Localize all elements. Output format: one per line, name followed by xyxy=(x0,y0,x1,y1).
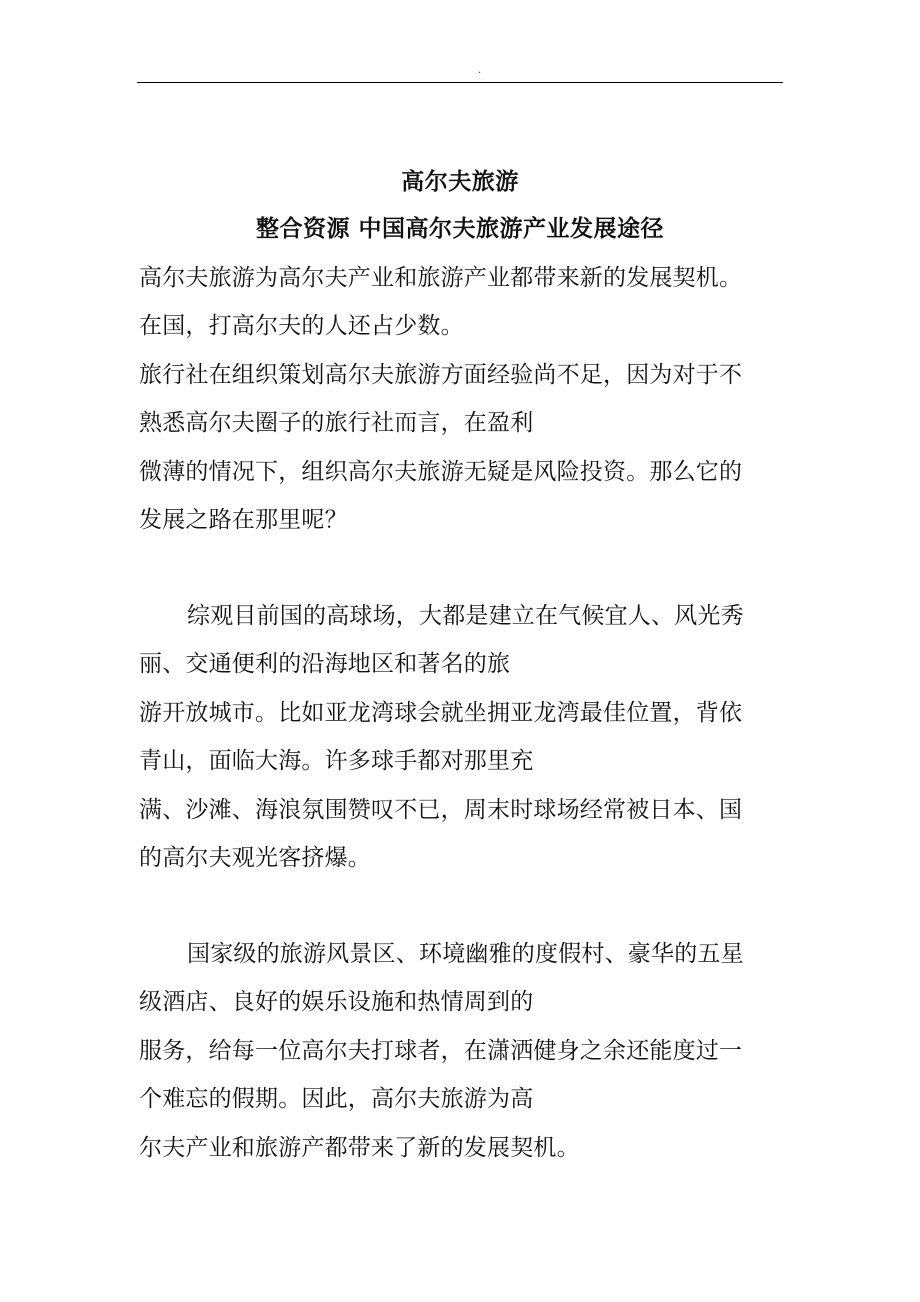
text-line: 满、沙滩、海浪氛围赞叹不已，周末时球场经常被日本、国 xyxy=(139,797,743,823)
text-line: 高尔夫旅游为高尔夫产业和旅游产业都带来新的发展契机。 xyxy=(139,265,743,291)
text-line: 旅行社在组织策划高尔夫旅游方面经验尚不足，因为对于不 xyxy=(139,362,743,388)
header-mark: . xyxy=(478,65,482,76)
text-line: 个难忘的假期。因此，高尔夫旅游为高 xyxy=(139,1086,534,1112)
text-line: 服务，给每一位高尔夫打球者，在潇洒健身之余还能度过一 xyxy=(139,1038,743,1064)
text-line: 发展之路在那里呢？ xyxy=(139,507,348,533)
document-title: 高尔夫旅游 xyxy=(401,168,519,195)
text-line: 级酒店、良好的娱乐设施和热情周到的 xyxy=(139,989,534,1015)
text-line: 微薄的情况下，组织高尔夫旅游无疑是风险投资。那么它的 xyxy=(139,459,743,485)
text-line: 游开放城市。比如亚龙湾球会就坐拥亚龙湾最佳位置，背依 xyxy=(139,700,743,726)
header-rule xyxy=(137,82,783,83)
text-line: 国家级的旅游风景区、环境幽雅的度假村、豪华的五星 xyxy=(187,941,744,967)
text-line: 丽、交通便利的沿海地区和著名的旅 xyxy=(139,651,511,677)
text-line: 在国，打高尔夫的人还占少数。 xyxy=(139,313,464,339)
text-line: 综观目前国的高球场，大都是建立在气候宜人、风光秀 xyxy=(187,603,744,629)
text-line: 青山，面临大海。许多球手都对那里充 xyxy=(139,748,534,774)
text-line: 尔夫产业和旅游产都带来了新的发展契机。 xyxy=(139,1135,580,1161)
document-subtitle: 整合资源 中国高尔夫旅游产业发展途径 xyxy=(255,215,664,242)
text-line: 熟悉高尔夫圈子的旅行社而言，在盈利 xyxy=(139,410,534,436)
text-line: 的高尔夫观光客挤爆。 xyxy=(139,845,371,871)
